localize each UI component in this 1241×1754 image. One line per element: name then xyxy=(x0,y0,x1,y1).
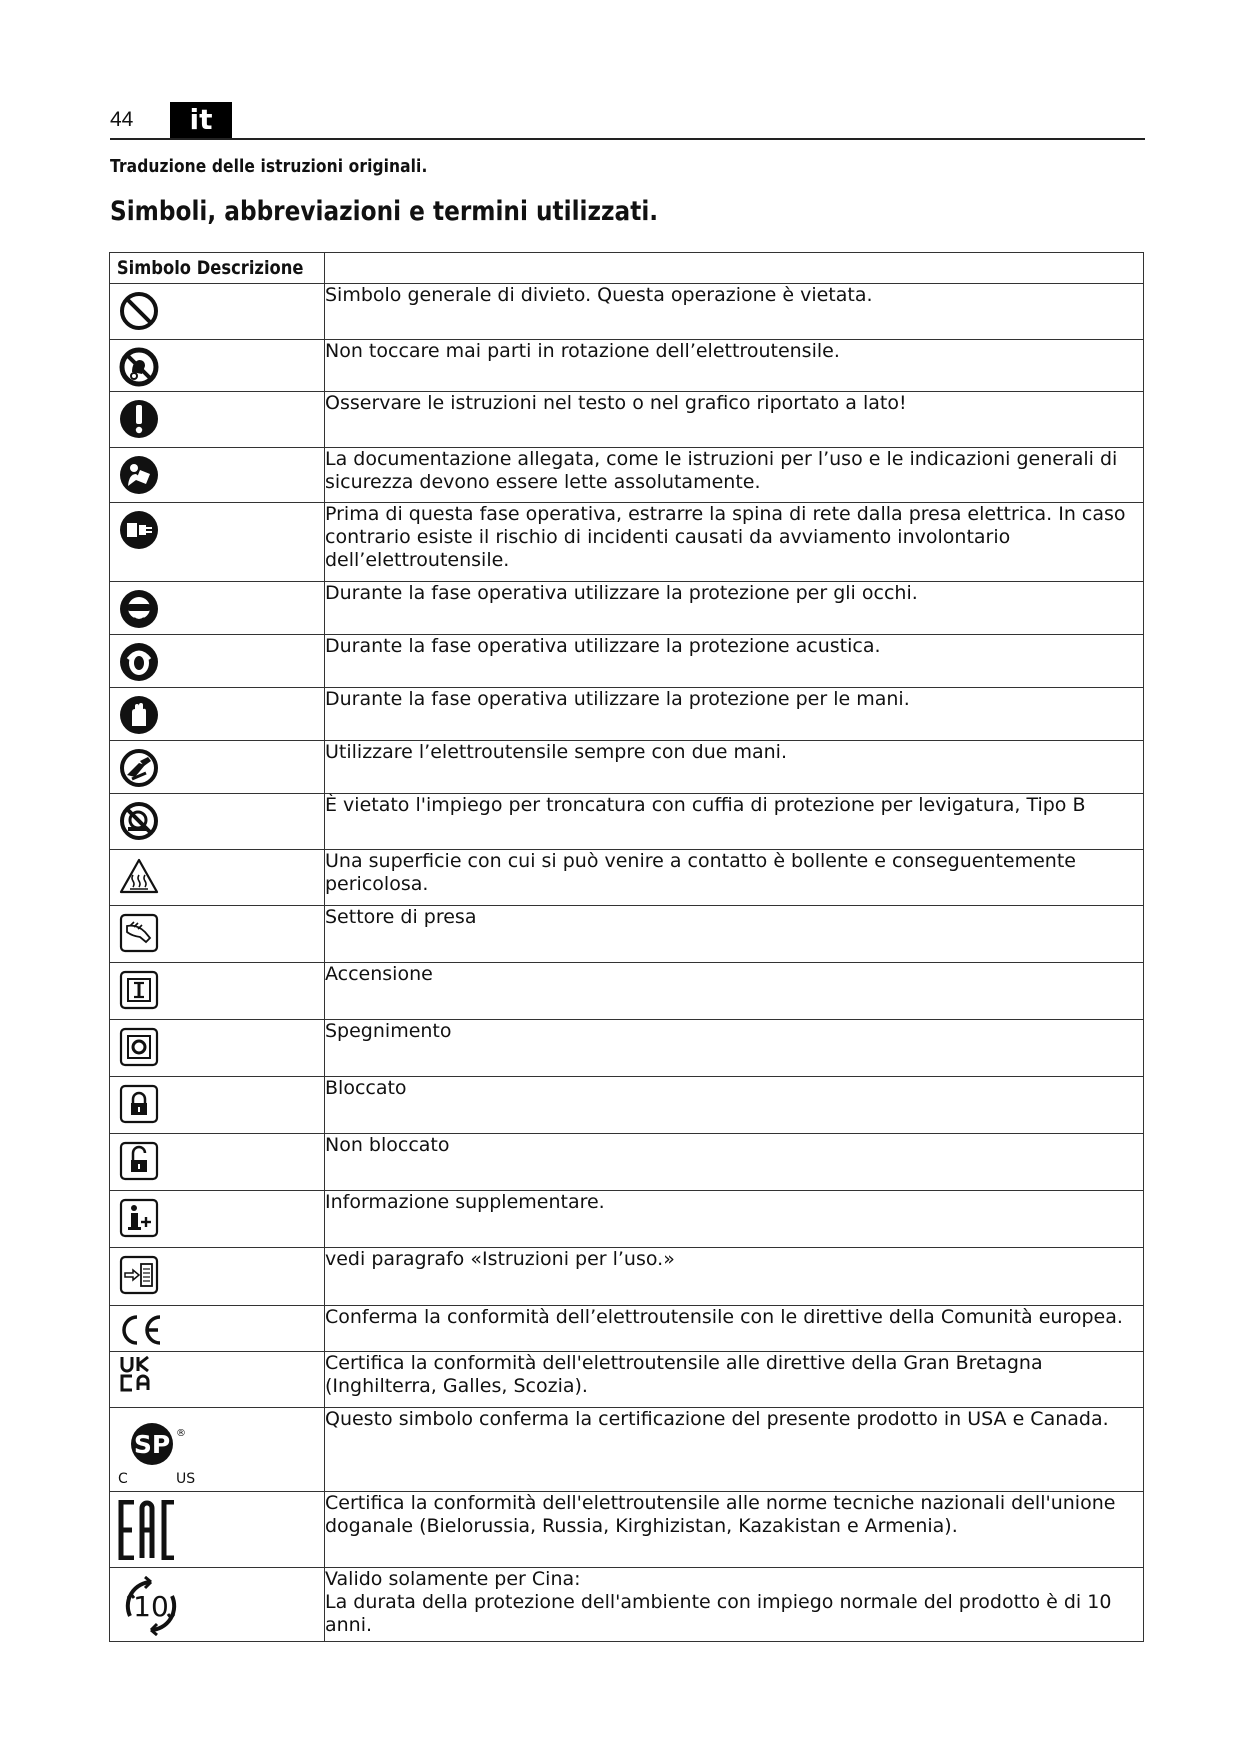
language-badge: it xyxy=(170,102,232,138)
description-cell: Spegnimento xyxy=(325,1020,1144,1077)
description-cell: Settore di presa xyxy=(325,906,1144,963)
header-divider xyxy=(110,138,1145,140)
table-row xyxy=(110,635,1144,688)
grip-area-icon xyxy=(118,912,324,954)
description-cell: Certifica la conformità dell'elettroutensile alle direttive della Gran Bretagna (Inghilterra, Galles, Scozia). xyxy=(325,1352,1144,1408)
see-manual-icon xyxy=(118,1254,324,1296)
document-subtitle: Traduzione delle istruzioni originali. xyxy=(110,156,428,177)
csa-mark-right-label: US xyxy=(176,1471,196,1486)
table-header-cell xyxy=(110,253,325,284)
description-cell: Non bloccato xyxy=(325,1134,1144,1191)
power-on-icon xyxy=(118,969,324,1011)
info-icon xyxy=(118,1197,324,1239)
table-row xyxy=(110,688,1144,741)
description-cell: Utilizzare l’elettroutensile sempre con due mani. xyxy=(325,741,1144,794)
symbol-cell xyxy=(110,392,325,448)
symbol-cell xyxy=(110,582,325,635)
table-header-label: Simbolo Descrizione xyxy=(116,257,304,279)
ce-mark-icon xyxy=(118,1312,324,1348)
description-cell: Conferma la conformità dell’elettroutensile con le direttive della Comunità europea. xyxy=(325,1306,1144,1352)
symbol-cell xyxy=(110,1492,325,1568)
symbol-cell xyxy=(110,1191,325,1248)
description-cell: Una superficie con cui si può venire a contatto è bollente e conseguentemente pericolosa. xyxy=(325,850,1144,906)
table-row xyxy=(110,963,1144,1020)
china-rohs-value: 10 xyxy=(133,1590,169,1623)
table-row xyxy=(110,1568,1144,1642)
table-row xyxy=(110,1191,1144,1248)
table-row xyxy=(110,1408,1144,1492)
table-row xyxy=(110,794,1144,850)
table-row xyxy=(110,1248,1144,1306)
description-cell: È vietato l'impiego per troncatura con cuffia di protezione per levigatura, Tipo B xyxy=(325,794,1144,850)
csa-mark-icon xyxy=(118,1416,324,1486)
page-number: 44 xyxy=(110,108,134,131)
table-row xyxy=(110,906,1144,963)
symbol-cell xyxy=(110,635,325,688)
symbol-cell xyxy=(110,688,325,741)
symbol-cell xyxy=(110,340,325,392)
symbol-cell xyxy=(110,448,325,503)
symbol-cell xyxy=(110,1134,325,1191)
symbol-cell xyxy=(110,1248,325,1306)
symbol-cell xyxy=(110,906,325,963)
table-row xyxy=(110,503,1144,582)
table-row xyxy=(110,582,1144,635)
table-row xyxy=(110,850,1144,906)
table-row xyxy=(110,1306,1144,1352)
description-cell: Durante la fase operativa utilizzare la protezione acustica. xyxy=(325,635,1144,688)
two-hands-icon xyxy=(118,747,324,789)
ear-protection-icon xyxy=(118,641,324,683)
table-row xyxy=(110,284,1144,340)
hand-protection-icon xyxy=(118,694,324,736)
description-cell: Non toccare mai parti in rotazione dell’elettroutensile. xyxy=(325,340,1144,392)
description-cell: Accensione xyxy=(325,963,1144,1020)
table-row xyxy=(110,1077,1144,1134)
eye-protection-icon xyxy=(118,588,324,630)
description-cell: Informazione supplementare. xyxy=(325,1191,1144,1248)
exclamation-icon xyxy=(118,398,324,440)
prohibition-icon xyxy=(118,290,324,332)
symbol-cell xyxy=(110,963,325,1020)
symbol-cell xyxy=(110,741,325,794)
table-row xyxy=(110,1134,1144,1191)
china-rohs-10-icon xyxy=(118,1576,324,1636)
table-row xyxy=(110,1352,1144,1408)
description-cell: Certifica la conformità dell'elettroutensile alle norme tecniche nazionali dell'unione doganale (Bielorussia, Russia, Kirghizistan, Kazakistan e Armenia). xyxy=(325,1492,1144,1568)
csa-mark-registered: ® xyxy=(176,1428,186,1439)
symbol-cell xyxy=(110,284,325,340)
description-cell: Simbolo generale di divieto. Questa operazione è vietata. xyxy=(325,284,1144,340)
table-header-cell-empty xyxy=(325,253,1144,284)
description-cell: Osservare le istruzioni nel testo o nel grafico riportato a lato! xyxy=(325,392,1144,448)
description-cell: Prima di questa fase operativa, estrarre la spina di rete dalla presa elettrica. In caso contrario esiste il rischio di incidenti causati da avviamento involontario dell’elettroutensile. xyxy=(325,503,1144,582)
table-row xyxy=(110,1492,1144,1568)
unplug-icon xyxy=(118,509,324,551)
description-cell: La documentazione allegata, come le istruzioni per l’uso e le indicazioni generali di sicurezza devono essere lette assolutamente. xyxy=(325,448,1144,503)
description-cell: Durante la fase operativa utilizzare la protezione per gli occhi. xyxy=(325,582,1144,635)
description-cell: Bloccato xyxy=(325,1077,1144,1134)
ukca-mark-icon xyxy=(118,1354,324,1394)
description-cell: Questo simbolo conferma la certificazione del presente prodotto in USA e Canada. xyxy=(325,1408,1144,1492)
table-row xyxy=(110,340,1144,392)
symbol-cell xyxy=(110,1306,325,1352)
symbols-table xyxy=(109,252,1144,1642)
symbol-cell xyxy=(110,794,325,850)
symbol-cell xyxy=(110,503,325,582)
no-touch-rotating-parts-icon xyxy=(118,346,324,388)
table-row xyxy=(110,741,1144,794)
symbol-cell xyxy=(110,1077,325,1134)
symbol-cell xyxy=(110,1352,325,1408)
table-row xyxy=(110,392,1144,448)
table-row xyxy=(110,1020,1144,1077)
power-off-icon xyxy=(118,1026,324,1068)
table-row xyxy=(110,448,1144,503)
hot-surface-icon xyxy=(118,856,324,898)
no-cutting-icon xyxy=(118,800,324,842)
eac-mark-icon xyxy=(118,1500,324,1560)
locked-icon xyxy=(118,1083,324,1125)
symbol-cell xyxy=(110,1408,325,1492)
description-cell: Valido solamente per Cina: La durata della protezione dell'ambiente con impiego normale del prodotto è di 10 anni. xyxy=(325,1568,1144,1642)
symbol-cell xyxy=(110,1568,325,1642)
description-cell: vedi paragrafo «Istruzioni per l’uso.» xyxy=(325,1248,1144,1306)
section-title: Simboli, abbreviazioni e termini utilizzati. xyxy=(110,196,659,227)
unlocked-icon xyxy=(118,1140,324,1182)
table-header-row xyxy=(110,253,1144,284)
read-manual-icon xyxy=(118,454,324,496)
description-cell: Durante la fase operativa utilizzare la protezione per le mani. xyxy=(325,688,1144,741)
page-header xyxy=(110,102,1145,138)
symbol-cell xyxy=(110,1020,325,1077)
csa-mark-left-label: C xyxy=(118,1471,128,1486)
csa-mark-center: SP xyxy=(133,1430,171,1459)
symbol-cell xyxy=(110,850,325,906)
